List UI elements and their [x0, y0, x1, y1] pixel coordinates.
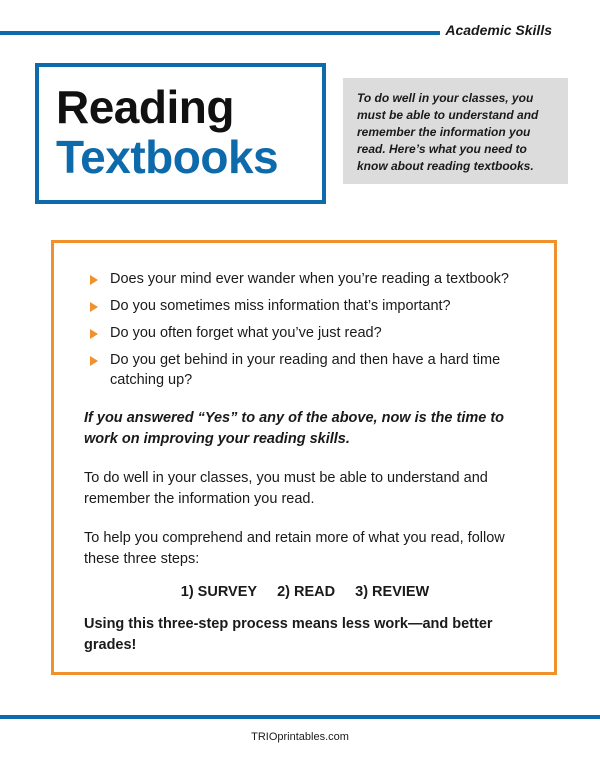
step-read: 2) READ [277, 584, 336, 600]
bottom-rule [0, 715, 600, 719]
question-text: Do you often forget what you’ve just read? [110, 325, 382, 341]
body-paragraph-2: To help you comprehend and retain more of what you read, follow these three steps: [84, 530, 505, 567]
category-label: Academic Skills [445, 22, 552, 38]
title-line-1: Reading [56, 81, 234, 133]
triangle-bullet-icon [90, 302, 98, 312]
step-review: 3) REVIEW [355, 584, 430, 600]
question-text: Do you get behind in your reading and then have a hard time catching up? [110, 352, 501, 388]
question-item [84, 269, 526, 289]
intro-box: To do well in your classes, you must be able to understand and remember the information you read. Here’s what you need to know about reading textbooks. [343, 78, 568, 184]
triangle-bullet-icon [90, 275, 98, 285]
question-list [84, 269, 526, 390]
question-item [84, 296, 526, 316]
question-item [84, 323, 526, 343]
footer-url: TRIOprintables.com [251, 731, 349, 743]
callout-text: If you answered “Yes” to any of the above, now is the time to work on improving your reading skills. [84, 410, 505, 447]
question-text: Does your mind ever wander when you’re reading a textbook? [110, 271, 509, 287]
content-box [51, 240, 557, 675]
title-box [35, 63, 326, 204]
body-paragraph-1: To do well in your classes, you must be able to understand and remember the information you read. [84, 470, 488, 507]
question-item [84, 350, 526, 390]
title-line-2: Textbooks [56, 131, 279, 183]
closing-text: Using this three-step process means less work—and better grades! [84, 616, 493, 653]
step-survey: 1) SURVEY [180, 584, 258, 600]
top-rule [0, 31, 440, 35]
steps-row [84, 584, 526, 600]
triangle-bullet-icon [90, 329, 98, 339]
question-text: Do you sometimes miss information that’s important? [110, 298, 451, 314]
triangle-bullet-icon [90, 356, 98, 366]
